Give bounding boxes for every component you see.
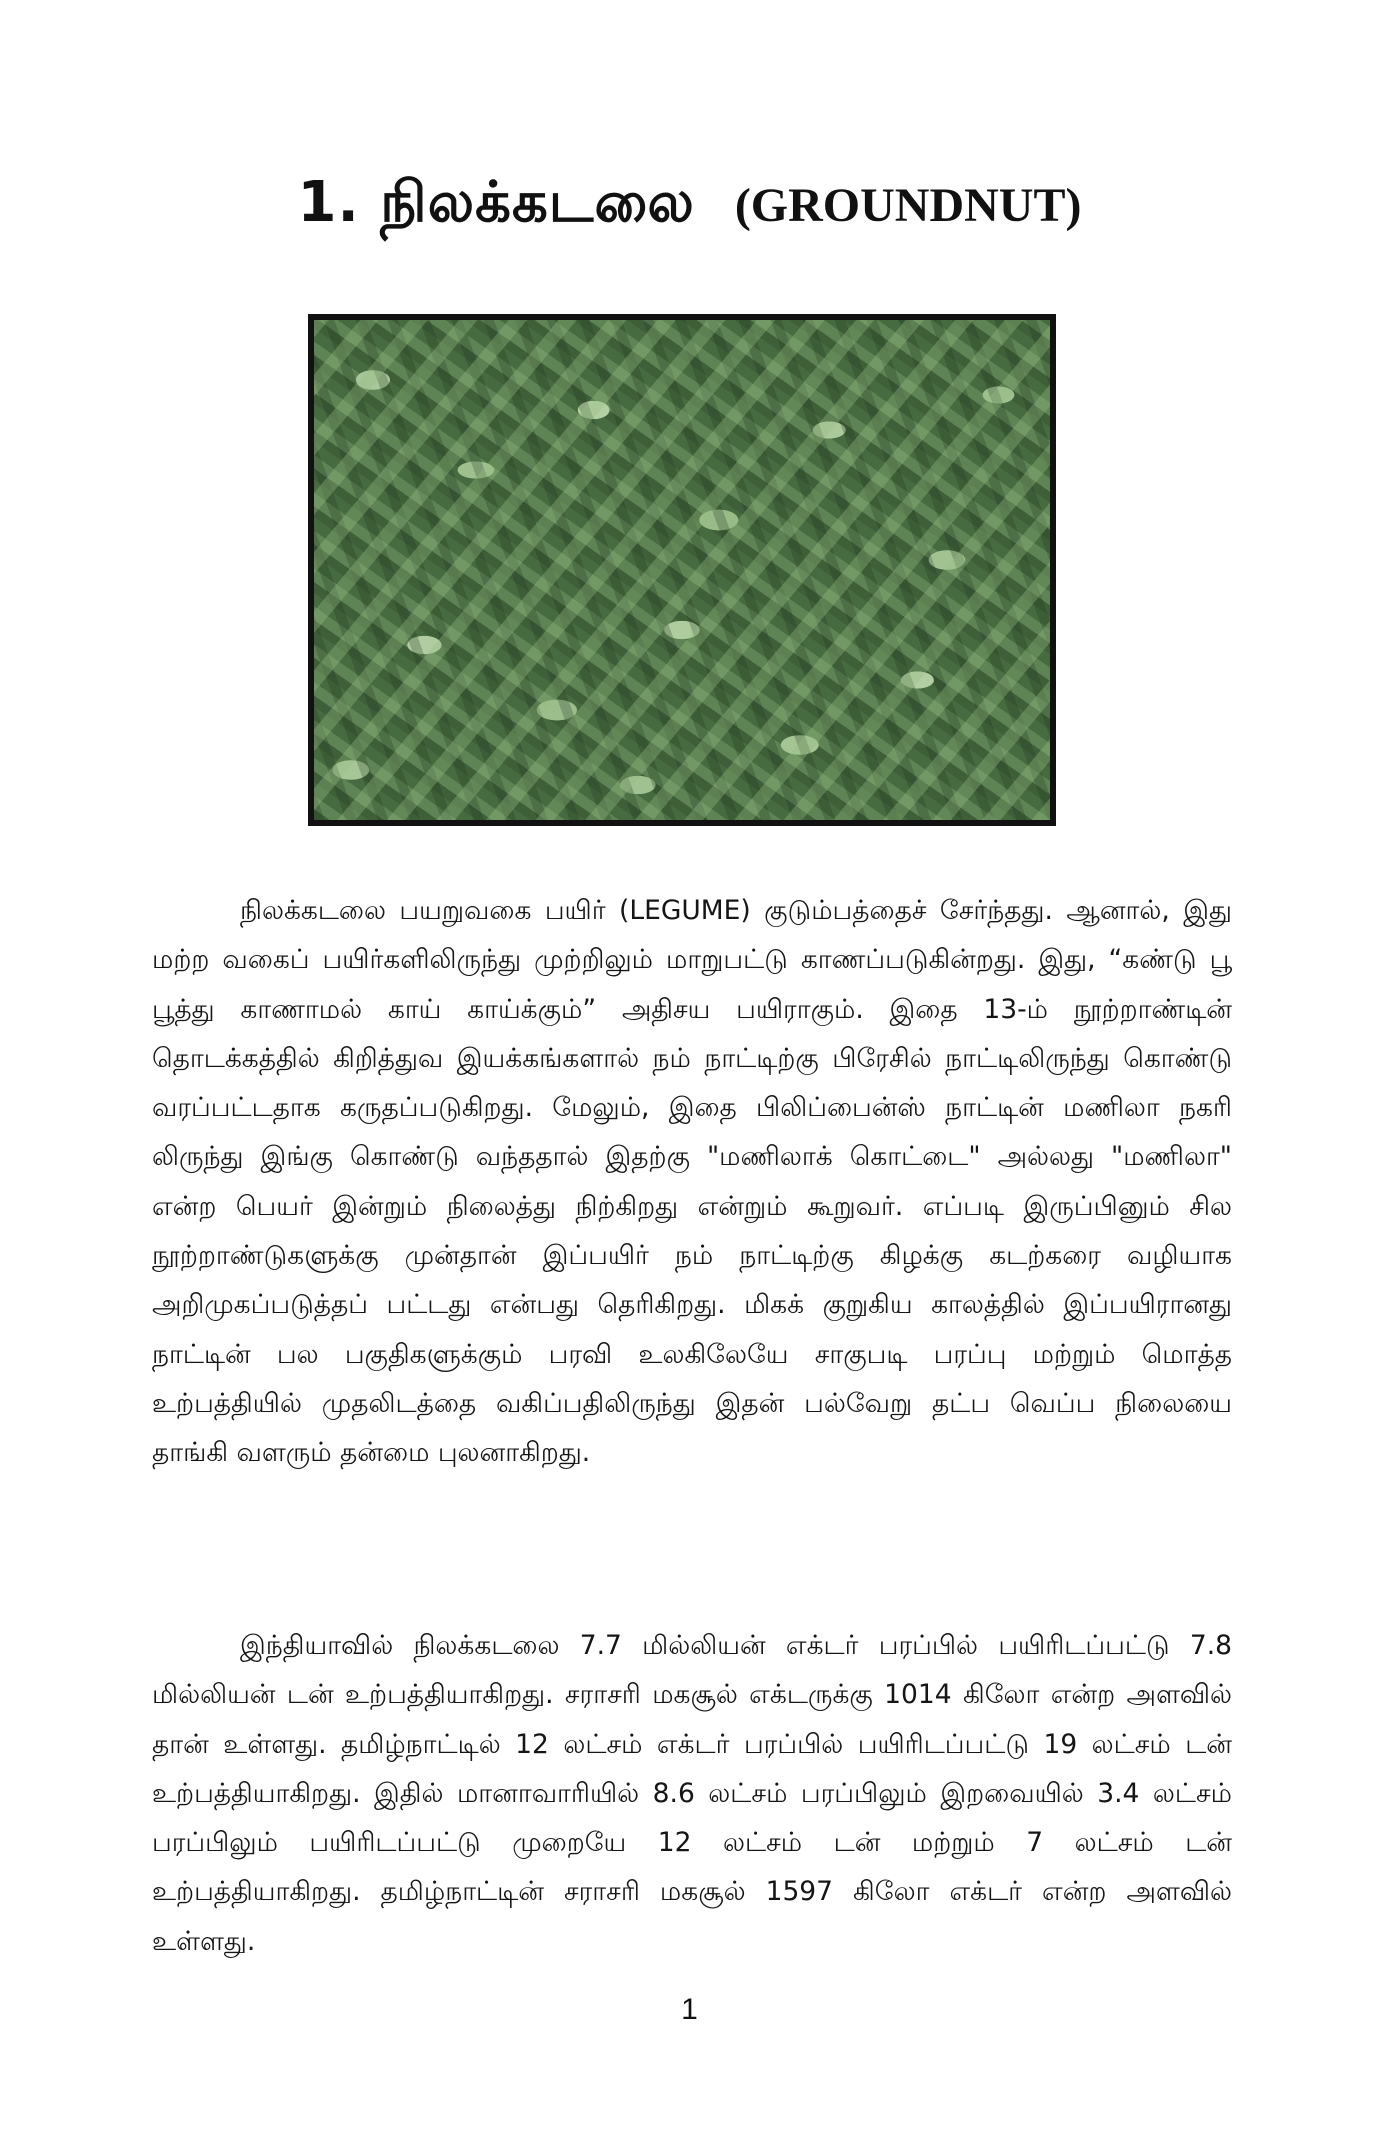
groundnut-plant-photo [308, 314, 1056, 826]
paragraph-1: நிலக்கடலை பயறுவகை பயிர் (LEGUME) குடும்பத்தைச் சேர்ந்தது. ஆனால், இது மற்ற வகைப் பயிர்களிலிருந்து முற்றிலும் மாறுபட்டு காணப்படுகின்றது. இது, “கண்டு பூ பூத்து காணாமல் காய் காய்க்கும்” அதிசய பயிராகும். இதை 13-ம் நூற்றாண்டின் தொடக்கத்தில் கிறித்துவ இயக்கங்களால் நம் நாட்டிற்கு பிரேசில் நாட்டிலிருந்து கொண்டு வரப்பட்டதாக கருதப்படுகிறது. மேலும், இதை பிலிப்பைன்ஸ் நாட்டின் மணிலா நகரி லிருந்து இங்கு கொண்டு வந்ததால் இதற்கு "மணிலாக் கொட்டை" அல்லது "மணிலா" என்ற பெயர் இன்றும் நிலைத்து நிற்கிறது என்றும் கூறுவர். எப்படி இருப்பினும் சில நூற்றாண்டுகளுக்கு முன்தான் இப்பயிர் நம் நாட்டிற்கு கிழக்கு கடற்கரை வழியாக அறிமுகப்படுத்தப் பட்டது என்பது தெரிகிறது. மிகக் குறுகிய காலத்தில் இப்பயிரானது நாட்டின் பல பகுதிகளுக்கும் பரவி உலகிலேயே சாகுபடி பரப்பு மற்றும் மொத்த உற்பத்தியில் முதலிடத்தை வகிப்பதிலிருந்து இதன் பல்வேறு தட்ப வெப்ப நிலையை தாங்கி வளரும் தன்மை புலனாகிறது. [152, 895, 1232, 1469]
paragraph-block-1 [152, 886, 1232, 1478]
photo-leaf-texture [314, 320, 1050, 820]
title-english: (GROUNDNUT) [734, 179, 1082, 232]
title-tamil: 1. நிலக்கடலை [297, 170, 695, 235]
page-number: 1 [681, 1993, 698, 2026]
paragraph-block-2 [152, 1621, 1232, 1966]
page-title [0, 170, 1379, 242]
paragraph-2: இந்தியாவில் நிலக்கடலை 7.7 மில்லியன் எக்டர் பரப்பில் பயிரிடப்பட்டு 7.8 மில்லியன் டன் உற்பத்தியாகிறது. சராசரி மகசூல் எக்டருக்கு 1014 கிலோ என்ற அளவில் தான் உள்ளது. தமிழ்நாட்டில் 12 லட்சம் எக்டர் பரப்பில் பயிரிடப்பட்டு 19 லட்சம் டன் உற்பத்தியாகிறது. இதில் மானாவாரியில் 8.6 லட்சம் பரப்பிலும் இறவையில் 3.4 லட்சம் பரப்பிலும் பயிரிடப்பட்டு முறையே 12 லட்சம் டன் மற்றும் 7 லட்சம் டன் உற்பத்தியாகிறது. தமிழ்நாட்டின் சராசரி மகசூல் 1597 கிலோ எக்டர் என்ற அளவில் உள்ளது. [152, 1630, 1232, 1957]
